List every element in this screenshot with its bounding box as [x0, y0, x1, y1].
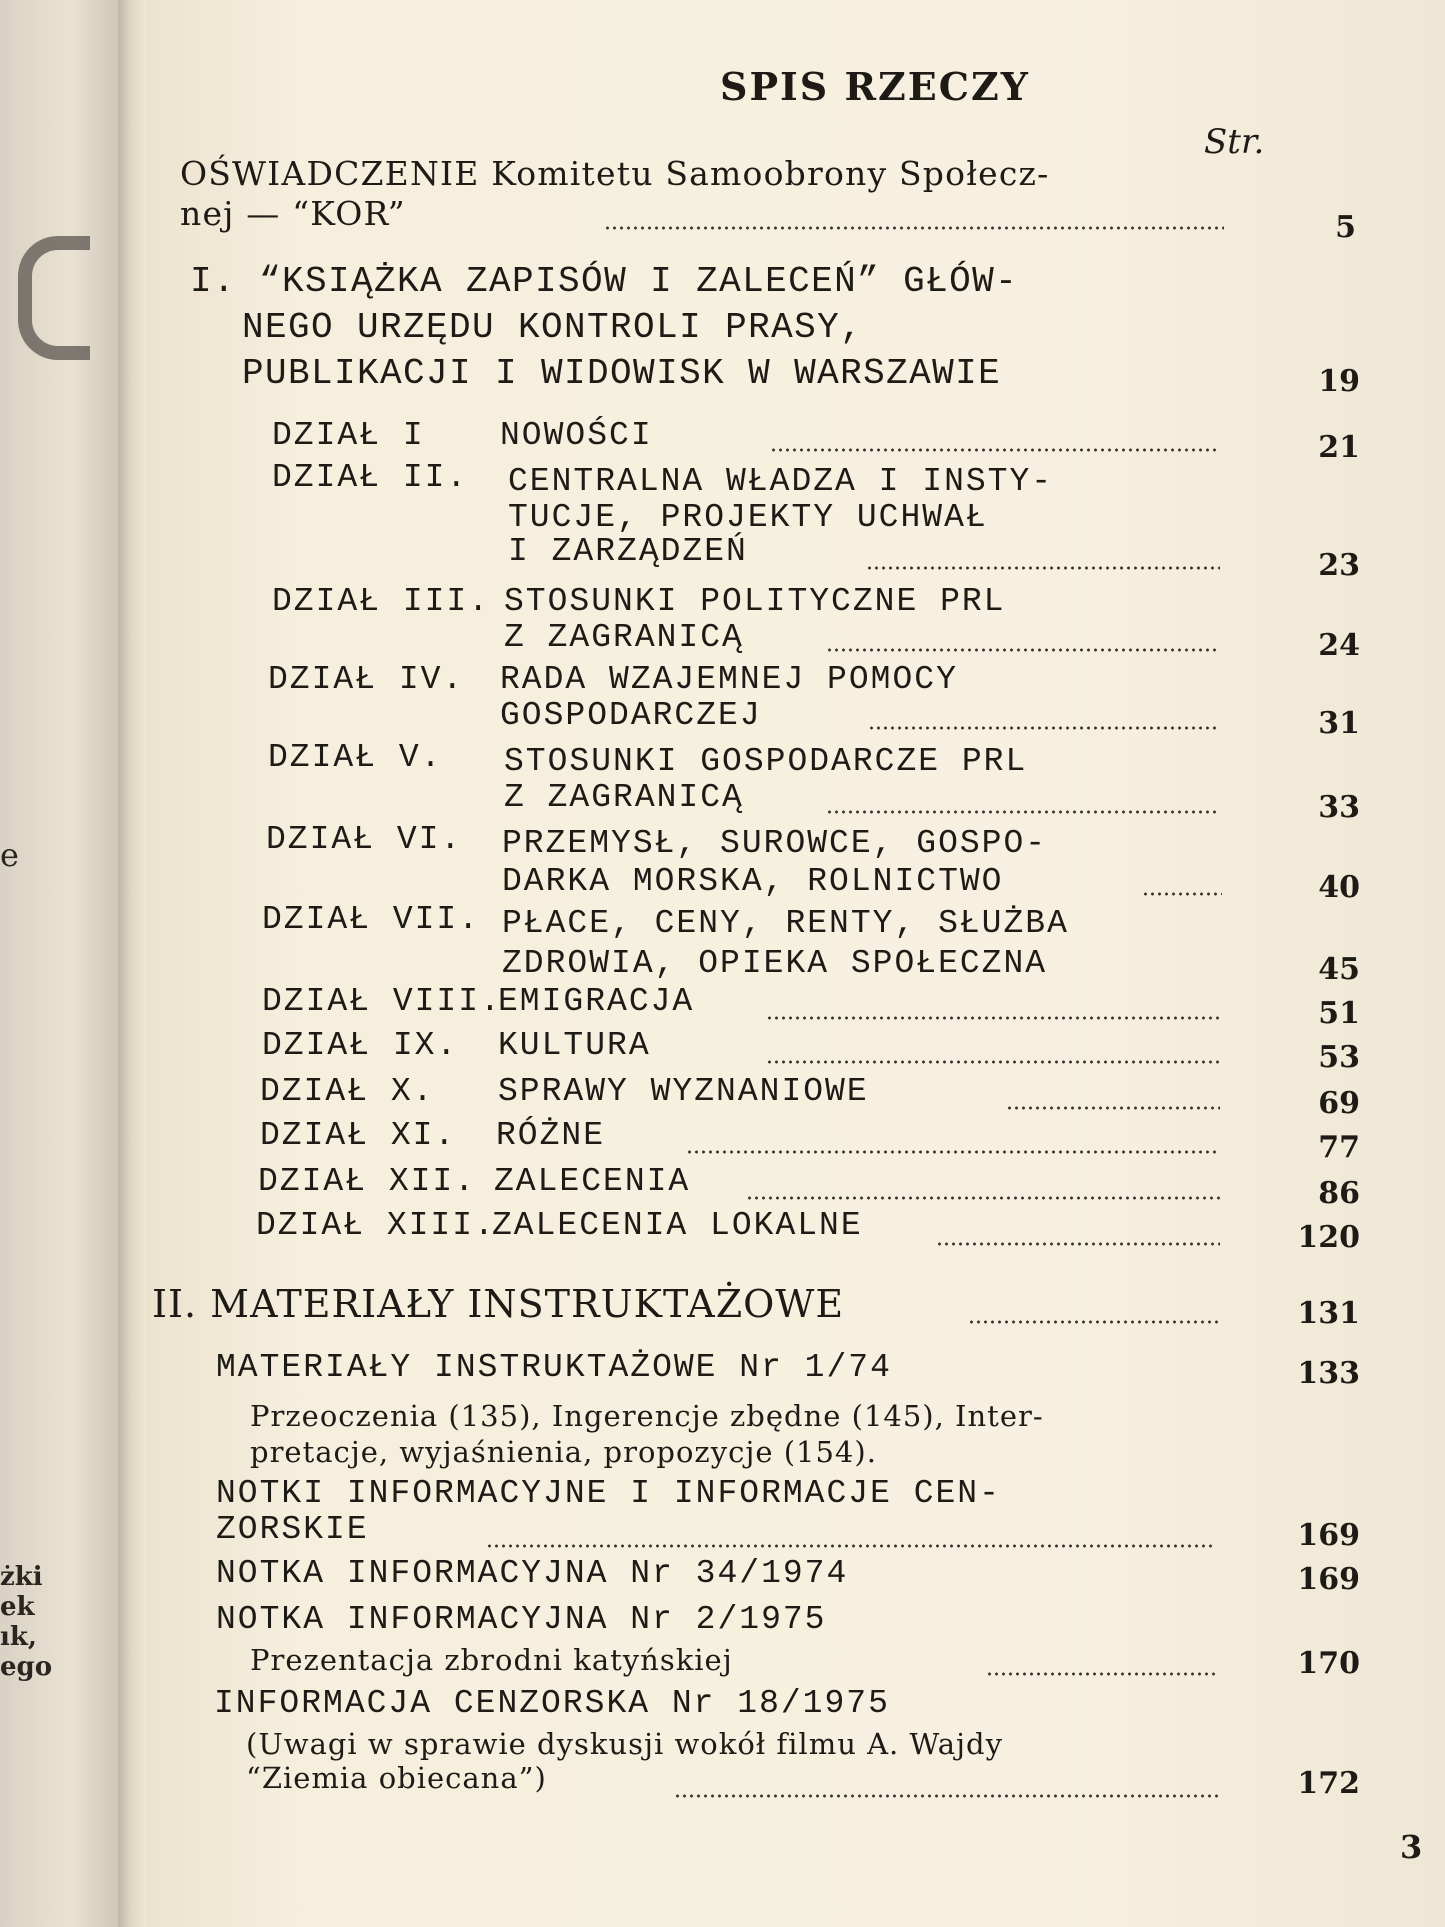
toc-section-label: DZIAŁ I: [272, 417, 425, 454]
leader-dots: [604, 226, 1224, 230]
toc-entry-text: PRZEMYSŁ, SUROWCE, GOSPO-: [502, 825, 1048, 862]
toc-entry-text: PŁACE, CENY, RENTY, SŁUŻBA: [502, 905, 1069, 942]
left-page-fragment: ek: [0, 1592, 35, 1622]
toc-entry-text: PUBLIKACJI I WIDOWISK W WARSZAWIE: [242, 353, 1002, 394]
toc-entry-text: nej — “KOR”: [180, 194, 406, 233]
toc-entry-text: NOTKI INFORMACYJNE I INFORMACJE CEN-: [216, 1475, 1001, 1512]
toc-page-number: 170: [1297, 1646, 1360, 1681]
toc-entry-text: MATERIAŁY INSTRUKTAŻOWE Nr 1/74: [216, 1349, 892, 1386]
leader-dots: [1142, 892, 1222, 896]
toc-page-number: 19: [1318, 364, 1360, 399]
toc-page-number: 86: [1318, 1176, 1360, 1211]
toc-section-label: DZIAŁ VIII.: [262, 983, 502, 1020]
toc-page-number: 24: [1318, 628, 1360, 663]
toc-entry-text: STOSUNKI GOSPODARCZE PRL: [504, 743, 1028, 780]
toc-section-label: DZIAŁ XI.: [260, 1117, 457, 1154]
toc-entry-text: INFORMACJA CENZORSKA Nr 18/1975: [214, 1685, 890, 1722]
leader-dots: [686, 1150, 1220, 1154]
toc-entry-text: STOSUNKI POLITYCZNE PRL: [504, 583, 1006, 620]
toc-entry-text: ZALECENIA: [494, 1163, 691, 1200]
leader-dots: [986, 1672, 1218, 1676]
left-page-fragment: e: [0, 836, 19, 874]
leader-dots: [766, 1016, 1220, 1020]
leader-dots: [936, 1242, 1220, 1246]
toc-entry-text: I ZARZĄDZEŃ: [508, 533, 748, 570]
toc-entry-text: TUCJE, PROJEKTY UCHWAŁ: [508, 499, 988, 536]
toc-page-number: 169: [1297, 1562, 1360, 1597]
page-column-label: Str.: [1204, 122, 1265, 162]
toc-section-label: DZIAŁ IV.: [268, 661, 465, 698]
toc-entry-text: RADA WZAJEMNEJ POMOCY: [500, 661, 958, 698]
toc-entry-text: GOSPODARCZEJ: [500, 697, 762, 734]
toc-entry-text: (Uwagi w sprawie dyskusji wokół filmu A. Wajdy: [246, 1727, 1003, 1761]
toc-entry-text: Z ZAGRANICĄ: [504, 619, 744, 656]
book-gutter: [118, 0, 146, 1927]
toc-page-number: 23: [1318, 548, 1360, 583]
toc-page-number: 120: [1297, 1220, 1360, 1255]
toc-entry-text: DARKA MORSKA, ROLNICTWO: [502, 863, 1004, 900]
toc-entry-text: CENTRALNA WŁADZA I INSTY-: [508, 463, 1054, 500]
toc-entry-text: pretacje, wyjaśnienia, propozycje (154).: [250, 1435, 877, 1469]
leader-dots: [868, 726, 1220, 730]
toc-entry-text: II. MATERIAŁY INSTRUKTAŻOWE: [152, 1282, 845, 1326]
toc-page-number: 131: [1297, 1296, 1360, 1331]
left-page-edge: [0, 0, 118, 1927]
toc-entry-text: OŚWIADCZENIE Komitetu Samoobrony Społecz-: [180, 154, 1050, 193]
leader-dots: [674, 1794, 1218, 1798]
toc-entry-text: EMIGRACJA: [498, 983, 695, 1020]
toc-section-label: DZIAŁ VII.: [262, 901, 481, 938]
toc-entry-text: “Ziemia obiecana”): [246, 1761, 547, 1795]
toc-entry-text: ZORSKIE: [216, 1511, 369, 1548]
left-page-fragment: ego: [0, 1652, 53, 1682]
toc-entry-text: ZALECENIA LOKALNE: [492, 1207, 863, 1244]
toc-page-number: 5: [1335, 210, 1356, 245]
toc-page-number: 33: [1318, 790, 1360, 825]
toc-section-label: DZIAŁ XIII.: [256, 1207, 496, 1244]
toc-entry-text: SPRAWY WYZNANIOWE: [498, 1073, 869, 1110]
toc-section-label: DZIAŁ III.: [272, 583, 491, 620]
left-page-fragment: ık,: [0, 1622, 37, 1652]
toc-page-number: 133: [1297, 1356, 1360, 1391]
toc-page-number: 169: [1297, 1518, 1360, 1553]
toc-section-label: DZIAŁ V.: [268, 739, 443, 776]
leader-dots: [866, 566, 1220, 570]
toc-page: [146, 0, 1445, 1927]
leader-dots: [1006, 1106, 1220, 1110]
toc-entry-text: NOTKA INFORMACYJNA Nr 34/1974: [216, 1555, 849, 1592]
toc-entry-text: NEGO URZĘDU KONTROLI PRASY,: [242, 307, 864, 348]
toc-entry-text: ZDROWIA, OPIEKA SPOŁECZNA: [502, 945, 1048, 982]
toc-section-label: DZIAŁ II.: [272, 459, 469, 496]
leader-dots: [826, 648, 1216, 652]
toc-entry-text: Z ZAGRANICĄ: [504, 779, 744, 816]
toc-section-label: DZIAŁ VI.: [266, 821, 463, 858]
leader-dots: [746, 1196, 1220, 1200]
toc-entry-text: Przeoczenia (135), Ingerencje zbędne (145), Inter-: [250, 1399, 1044, 1433]
leader-dots: [826, 810, 1220, 814]
page-number-footer: 3: [1400, 1828, 1423, 1866]
toc-page-number: 40: [1318, 870, 1360, 905]
toc-entry-text: Prezentacja zbrodni katyńskiej: [250, 1643, 733, 1677]
left-page-fragment: żki: [0, 1562, 43, 1592]
toc-page-number: 21: [1318, 430, 1360, 465]
toc-page-number: 45: [1318, 952, 1360, 987]
toc-page-number: 69: [1318, 1086, 1360, 1121]
toc-section-label: DZIAŁ IX.: [262, 1027, 459, 1064]
toc-section-label: DZIAŁ XII.: [258, 1163, 477, 1200]
toc-entry-text: I. “KSIĄŻKA ZAPISÓW I ZALECEŃ” GŁÓW-: [190, 261, 1019, 302]
leader-dots: [770, 448, 1220, 452]
toc-page-number: 31: [1318, 706, 1360, 741]
toc-entry-text: NOTKA INFORMACYJNA Nr 2/1975: [216, 1601, 827, 1638]
toc-entry-text: NOWOŚCI: [500, 417, 653, 454]
toc-page-number: 51: [1318, 996, 1360, 1031]
toc-section-label: DZIAŁ X.: [260, 1073, 435, 1110]
toc-page-number: 53: [1318, 1040, 1360, 1075]
left-page-letter-fragment: [18, 236, 90, 360]
toc-entry-text: KULTURA: [498, 1027, 651, 1064]
leader-dots: [486, 1544, 1216, 1548]
page-title: SPIS RZECZY: [720, 64, 1030, 109]
toc-page-number: 172: [1297, 1766, 1360, 1801]
toc-page-number: 77: [1318, 1130, 1360, 1165]
leader-dots: [766, 1060, 1220, 1064]
leader-dots: [968, 1320, 1218, 1324]
toc-entry-text: RÓŻNE: [496, 1117, 606, 1154]
